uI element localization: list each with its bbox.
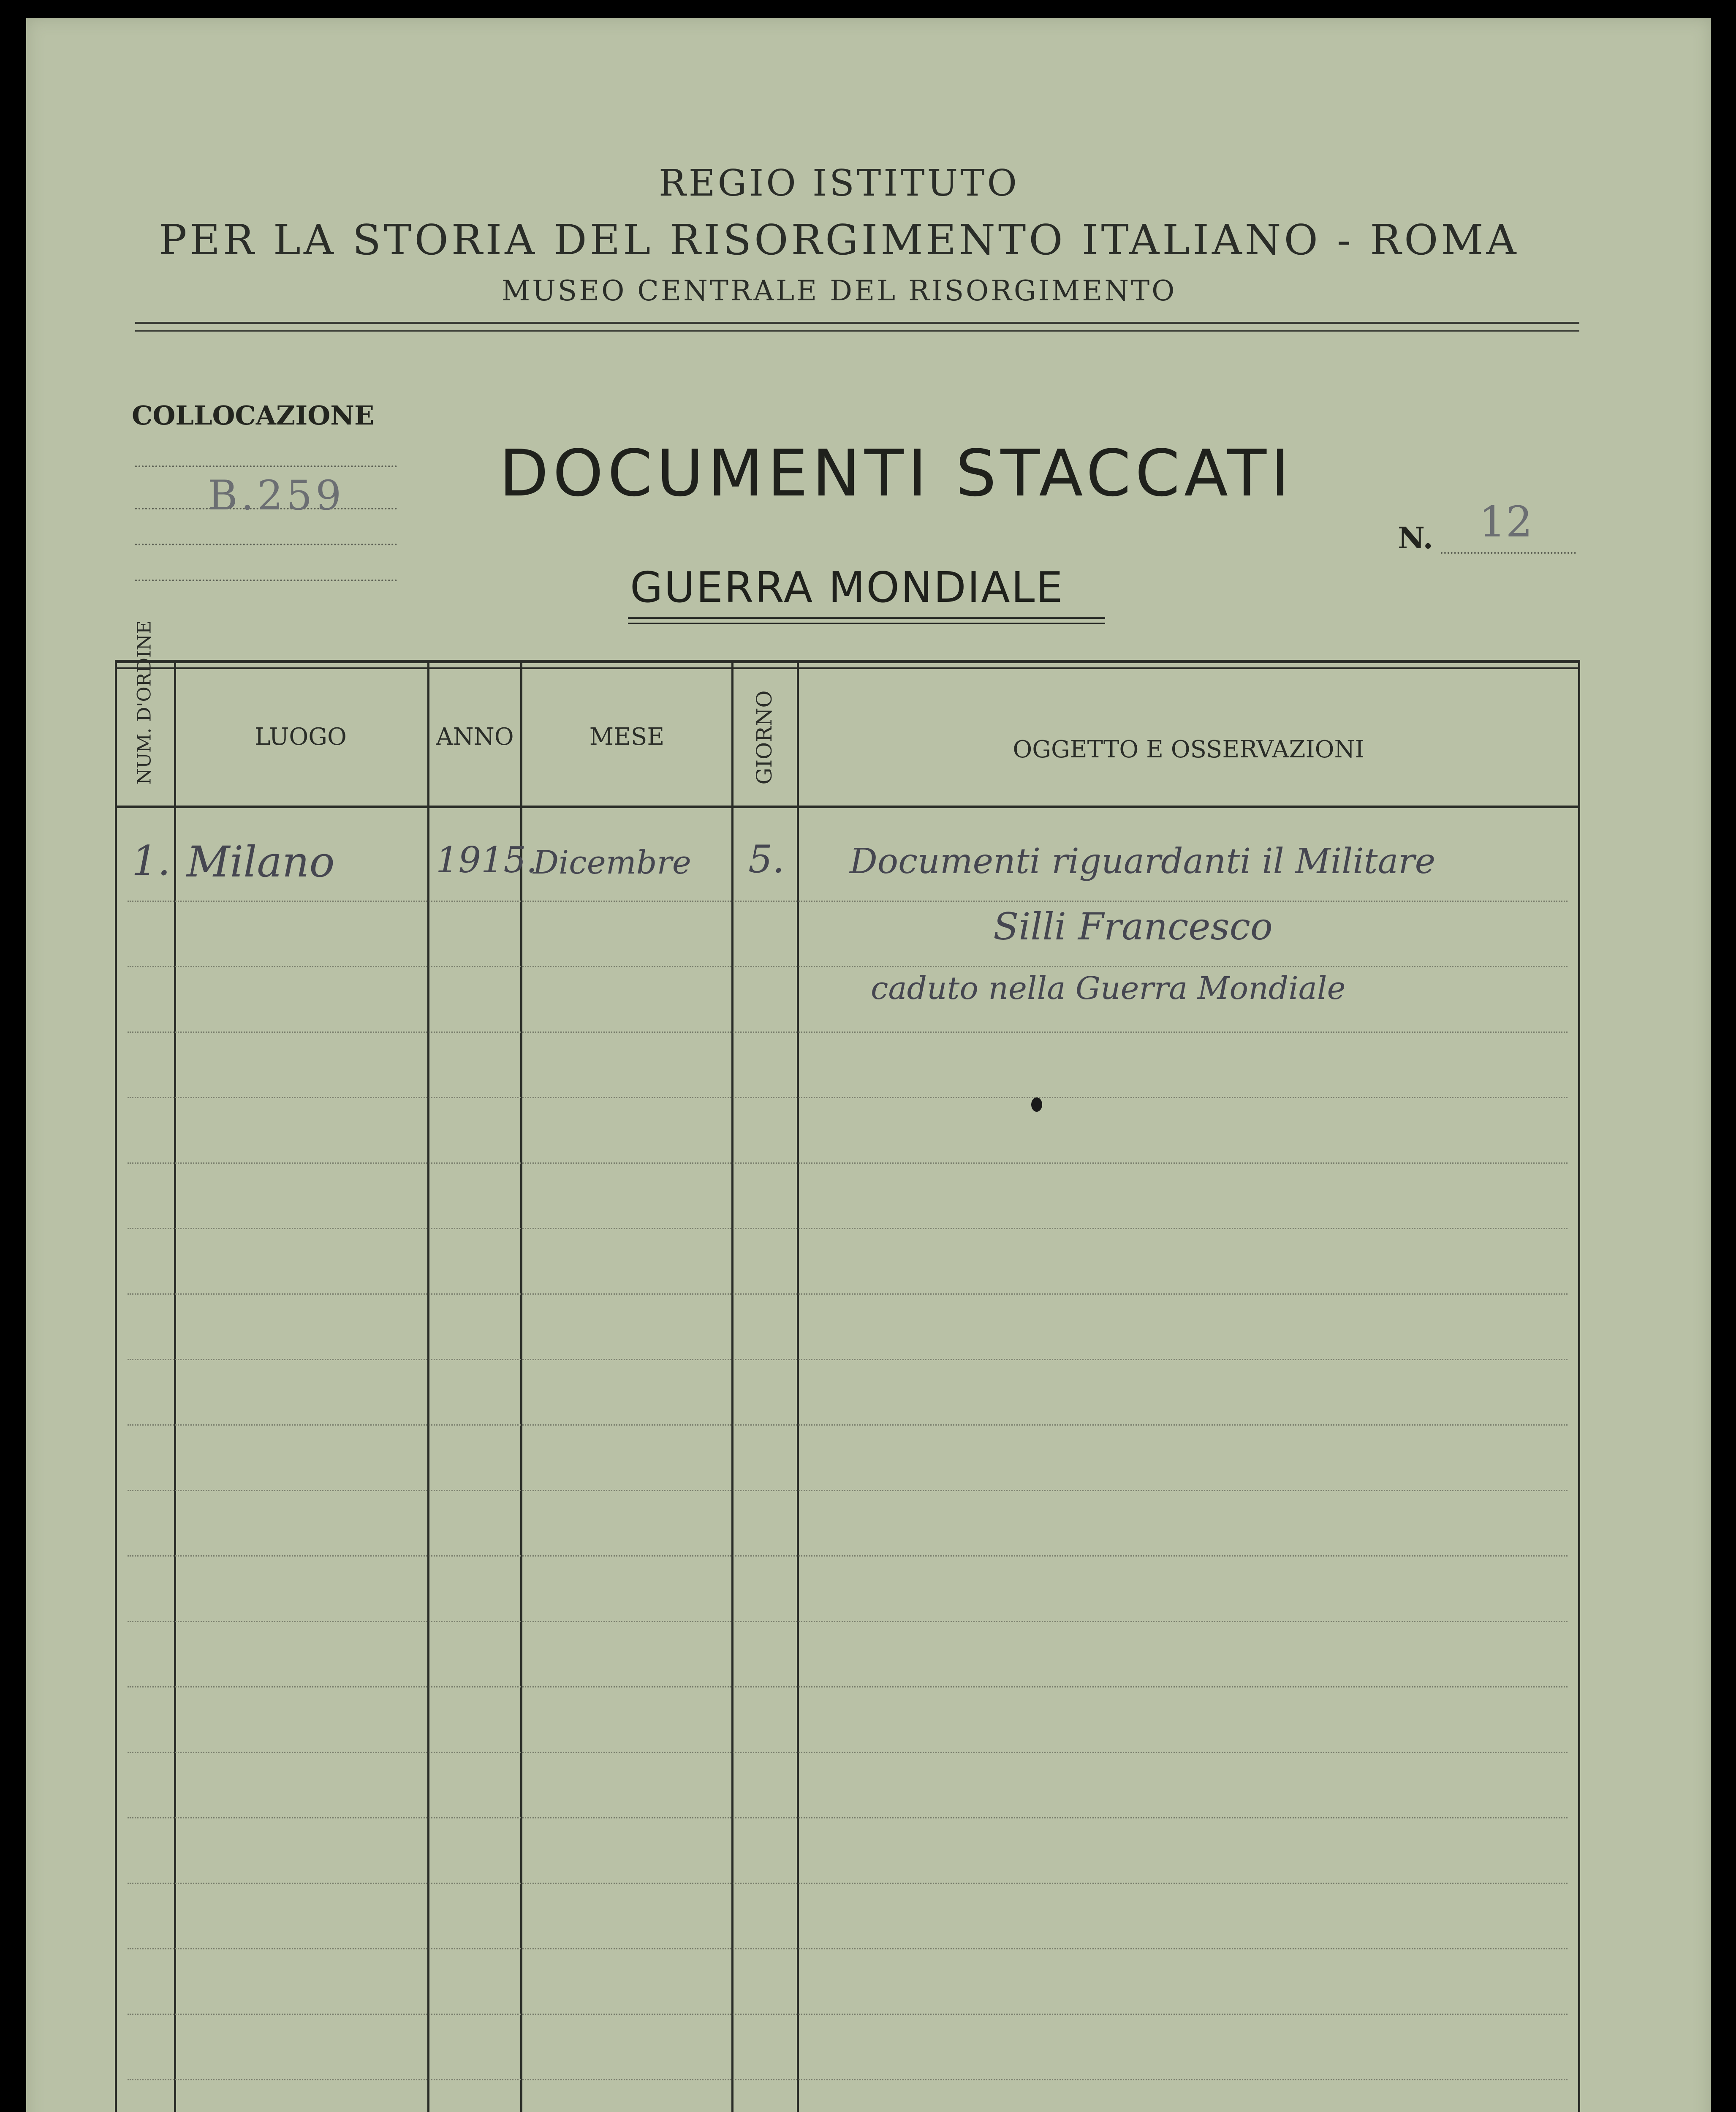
ruled-line <box>128 1752 1568 1753</box>
column-header-giorno: GIORNO <box>752 690 777 785</box>
column-divider <box>427 660 429 2112</box>
ruled-line <box>128 966 1568 967</box>
subtitle-underline <box>628 617 1105 619</box>
row-anno: 1915. <box>436 839 538 881</box>
column-header-anno: ANNO <box>436 723 514 751</box>
column-header-num: NUM. D'ORDINE <box>133 621 155 785</box>
ruled-line <box>128 1555 1568 1557</box>
row-giorno: 5. <box>748 837 785 882</box>
header-rule <box>135 322 1579 324</box>
table-header-rule <box>115 806 1580 808</box>
table-border-right <box>1578 660 1580 2112</box>
collocazione-value: B.259 <box>208 472 345 519</box>
document-sheet <box>26 18 1711 2112</box>
header-institute-full: PER LA STORIA DEL RISORGIMENTO ITALIANO - ROMA <box>159 216 1519 264</box>
table-border-left <box>115 660 117 2112</box>
row-num: 1. <box>132 837 171 885</box>
header-rule-thin <box>135 330 1579 332</box>
ink-blot <box>1031 1097 1042 1112</box>
ruled-line <box>128 1621 1568 1622</box>
ruled-line <box>128 2014 1568 2015</box>
ruled-line <box>128 1097 1568 1098</box>
column-divider <box>731 660 734 2112</box>
row-oggetto-line: Documenti riguardanti il Militare <box>850 841 1436 882</box>
ruled-line <box>128 1817 1568 1818</box>
document-title: DOCUMENTI STACCATI <box>499 436 1294 511</box>
ruled-line <box>128 1228 1568 1229</box>
ruled-line <box>128 1686 1568 1687</box>
row-luogo: Milano <box>187 837 335 887</box>
collocazione-label: COLLOCAZIONE <box>132 400 375 431</box>
ruled-line <box>128 1293 1568 1295</box>
subtitle-underline-thin <box>628 623 1105 624</box>
ruled-line <box>128 1162 1568 1164</box>
ruled-line <box>128 901 1568 902</box>
column-header-oggetto: OGGETTO E OSSERVAZIONI <box>1013 736 1364 763</box>
document-subtitle: GUERRA MONDIALE <box>630 563 1064 612</box>
header-museum: MUSEO CENTRALE DEL RISORGIMENTO <box>501 275 1177 307</box>
column-header-luogo: LUOGO <box>255 723 347 751</box>
column-divider <box>174 660 176 2112</box>
column-divider <box>797 660 799 2112</box>
number-label: N. <box>1398 520 1433 555</box>
ruled-line <box>128 2079 1568 2080</box>
ruled-line <box>128 1948 1568 1949</box>
collocazione-line <box>135 580 397 581</box>
ruled-line <box>128 1359 1568 1360</box>
ruled-line <box>128 1032 1568 1033</box>
register-table <box>115 621 1580 2112</box>
table-top-rule-thin <box>115 667 1580 669</box>
number-value: 12 <box>1479 497 1533 547</box>
collocazione-line <box>135 544 397 545</box>
ruled-line <box>128 1490 1568 1491</box>
table-top-rule <box>115 660 1580 663</box>
column-header-mese: MESE <box>589 723 665 751</box>
ruled-line <box>128 1883 1568 1884</box>
row-mese: Dicembre <box>533 844 691 881</box>
row-oggetto-line: caduto nella Guerra Mondiale <box>871 970 1346 1007</box>
row-oggetto-line: Silli Francesco <box>993 905 1273 948</box>
ruled-line <box>128 1424 1568 1426</box>
collocazione-line <box>135 465 397 467</box>
number-line <box>1441 552 1576 554</box>
header-institute: REGIO ISTITUTO <box>659 162 1019 204</box>
